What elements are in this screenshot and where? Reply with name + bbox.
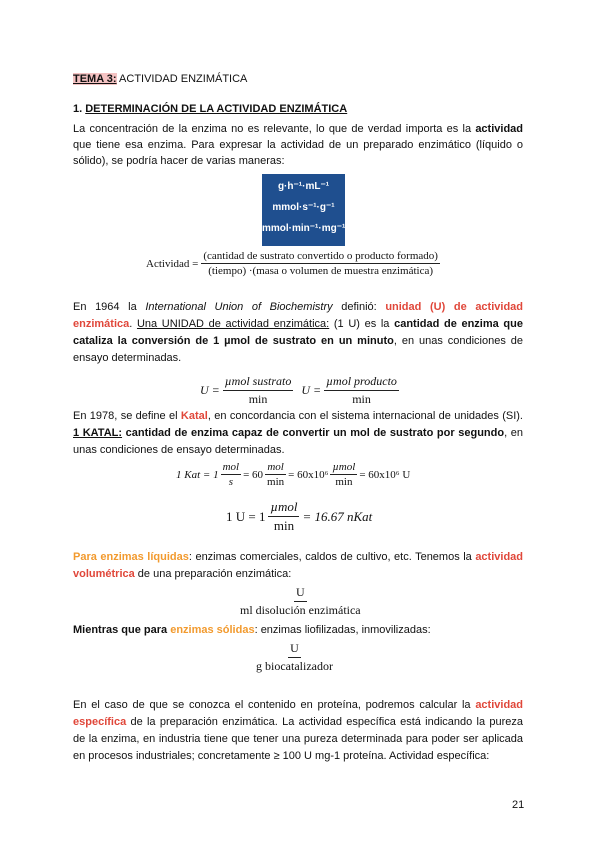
paragraph-unidad — [73, 299, 523, 367]
paragraph-especifica — [73, 697, 523, 765]
section-title: DETERMINACIÓN DE LA ACTIVIDAD ENZIMÁTICA — [85, 103, 348, 115]
formula-denominator: min — [248, 392, 268, 406]
text-bold: cantidad de enzima que cataliza la conversión de 1 µmol de sustrato en un minuto — [73, 318, 523, 347]
text: (1 U) es la — [329, 318, 395, 330]
formula-lhs: Actividad = — [146, 257, 199, 270]
formula-numerator: (cantidad de sustrato convertido o producto formado) — [203, 250, 438, 262]
text-bold: actividad — [475, 123, 523, 135]
text-italic: International Union of Biochemistry — [145, 301, 333, 313]
formula-denominator: ml disolución enzimática — [240, 603, 361, 617]
formula-denominator: min — [273, 518, 295, 533]
formula-denominator: s — [228, 476, 233, 488]
formula-numerator: µmol — [332, 461, 356, 473]
formula-term: = 60 — [243, 468, 264, 481]
units-line-3: mmol·min⁻¹·mg⁻¹ — [262, 223, 346, 234]
section-heading — [73, 103, 347, 115]
formula-solida — [254, 641, 335, 674]
formula-lhs: U = — [301, 383, 322, 397]
formula-denominator: (tiempo) ·(masa o volumen de muestra enzimática) — [208, 265, 434, 277]
text: , en unas condiciones de ensayo determinadas. — [73, 427, 523, 456]
formula-numerator: µmol sustrato — [223, 374, 294, 391]
formula-numerator: mol — [267, 461, 284, 473]
formula-term: 1 Kat = 1 — [176, 468, 219, 481]
paragraph-solidas — [73, 622, 523, 638]
text-bold: Mientras que para — [73, 624, 171, 636]
formula-actividad — [146, 250, 440, 277]
units-line-2: mmol·s⁻¹·g⁻¹ — [272, 202, 335, 213]
formula-term: = 16.67 nKat — [302, 508, 373, 524]
text: La concentración de la enzima no es relevante, lo que de verdad importa es la — [73, 123, 476, 135]
text: que tiene esa enzima. Para expresar la actividad de un preparado enzimático (líquido o sólido), se podría hacer de varias maneras: — [73, 139, 523, 167]
formula-numerator: U — [288, 641, 301, 658]
section-number: 1. — [73, 103, 86, 115]
formula-numerator: mol — [222, 461, 240, 473]
term-solidas: enzimas sólidas — [170, 624, 255, 636]
term-volumetrica: actividad volumétrica — [73, 551, 523, 580]
formula-denominator: min — [335, 476, 353, 488]
text: : enzimas comerciales, caldos de cultivo, etc. Tenemos la — [188, 551, 476, 563]
text: de la preparación enzimática. La actividad específica está indicando la pureza de la enzima, en industria tiene que tener una pureza determinada para poder ser aplicada en procesos industriales; concretamente ≥ 100 U mg-1 proteína. Actividad específica: — [73, 716, 523, 762]
units-line-1: g·h⁻¹·mL⁻¹ — [277, 181, 330, 192]
term-unidad: unidad (U) de actividad enzimática — [73, 301, 523, 330]
formula-denominator: min — [352, 392, 371, 406]
paragraph-intro — [73, 121, 523, 169]
formula-numerator: µmol producto — [324, 374, 399, 391]
formula-denominator: min — [267, 476, 285, 488]
paragraph-liquidas — [73, 549, 523, 583]
tema-title: ACTIVIDAD ENZIMÁTICA — [116, 73, 248, 85]
formula-term: 1 U = 1 — [226, 508, 266, 524]
formula-numerator: µmol — [268, 499, 299, 517]
formula-term: = 60x10⁶ — [288, 468, 329, 481]
text: . — [129, 318, 137, 330]
formula-denominator: g biocatalizador — [256, 659, 333, 673]
formula-kat — [176, 461, 410, 488]
text-underline: Una UNIDAD de actividad enzimática: — [136, 318, 330, 330]
formula-lhs: U = — [200, 383, 220, 397]
text: En el caso de que se conozca el contenido en proteína, podremos calcular la — [73, 699, 476, 711]
formula-volumetrica — [238, 585, 363, 618]
text-bold: cantidad de enzima capaz de convertir un mol de sustrato por segundo — [122, 427, 505, 439]
page-number: 21 — [512, 799, 525, 811]
paragraph-katal — [73, 408, 523, 459]
tema-label: TEMA 3: — [73, 73, 117, 85]
text: definió: — [332, 301, 386, 313]
term-liquidas: Para enzimas líquidas — [73, 551, 189, 563]
text: En 1964 la — [73, 301, 146, 313]
tema-heading — [73, 73, 247, 85]
text: : enzimas liofilizadas, inmovilizadas: — [254, 624, 431, 636]
text: de una preparación enzimática: — [134, 568, 292, 580]
formula-numerator: U — [294, 585, 307, 602]
text-bold-underline: 1 KATAL: — [73, 427, 123, 439]
formula-term: = 60x10⁶ U — [359, 468, 411, 481]
term-katal: Katal — [180, 410, 208, 422]
formula-u — [200, 374, 399, 407]
text: , en concordancia con el sistema internacional de unidades (SI). — [207, 410, 523, 422]
text: , en unas condiciones de ensayo determinadas. — [73, 335, 524, 364]
formula-1u — [226, 499, 372, 534]
text: En 1978, se define el — [73, 410, 181, 422]
units-box — [262, 174, 345, 246]
term-especifica: actividad específica — [73, 699, 523, 728]
